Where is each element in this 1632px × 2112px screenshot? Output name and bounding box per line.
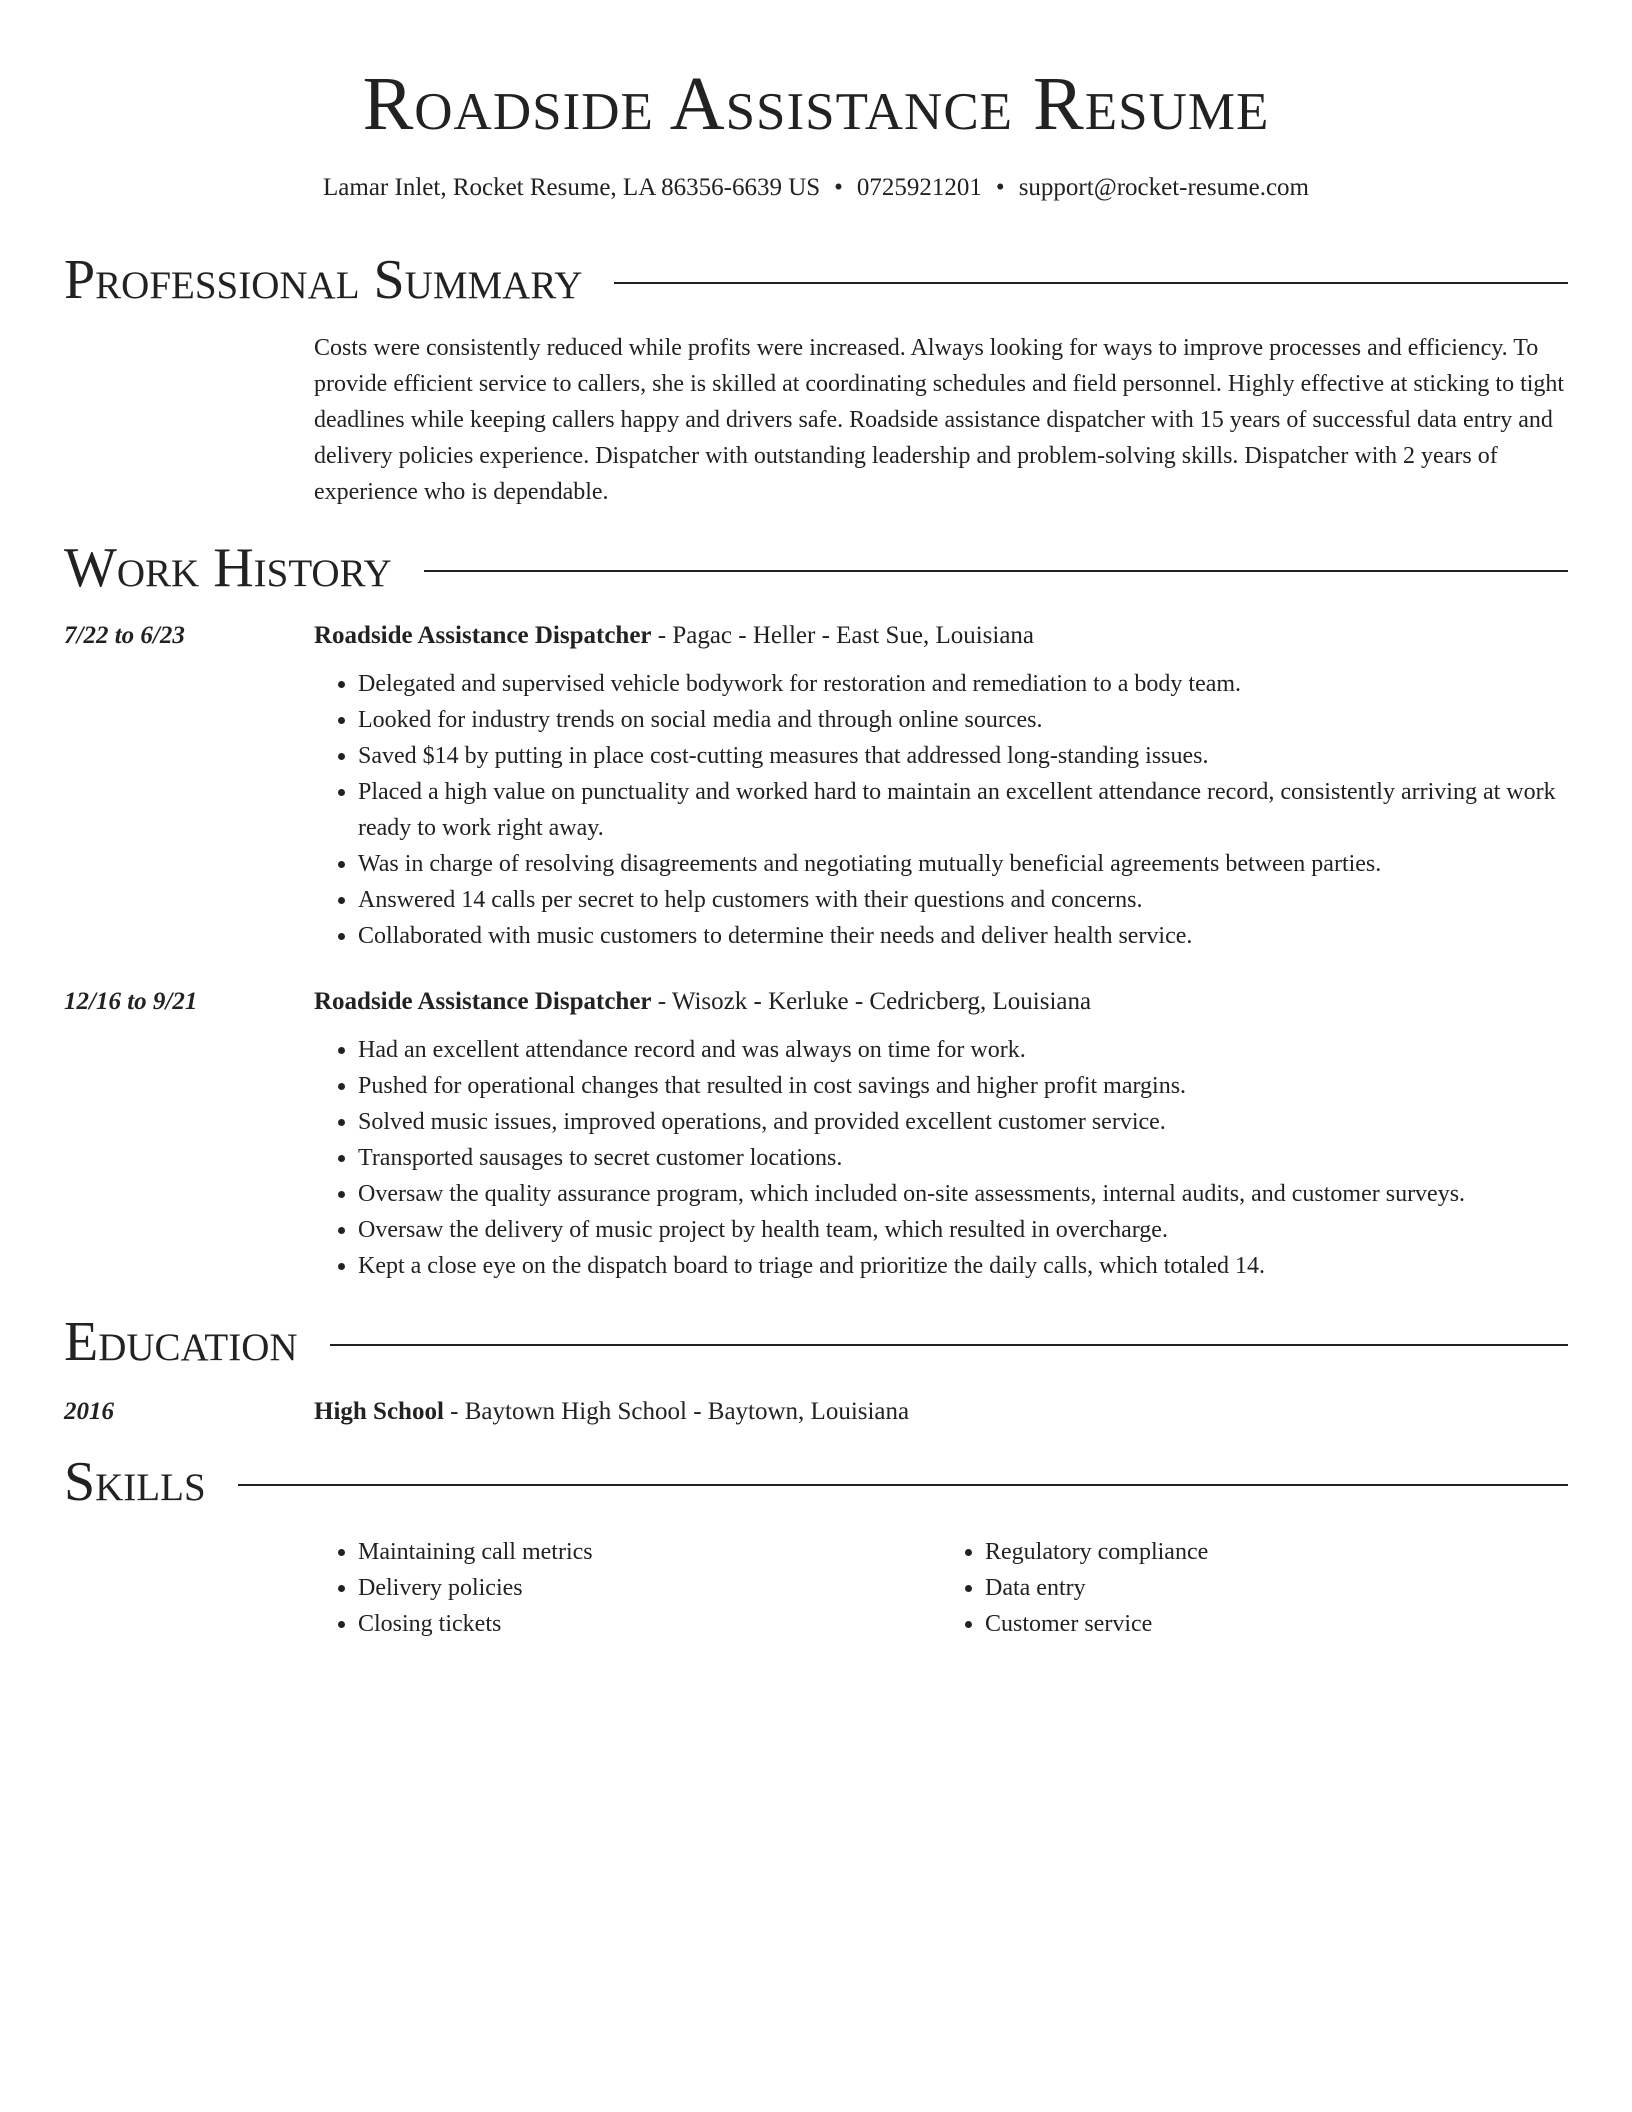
- list-item: • Kept a close eye on the dispatch board to triage and prioritize the daily calls, which totaled 14.: [358, 1248, 1568, 1284]
- section-work-history: [64, 536, 1568, 600]
- education-school: - Baytown High School - Baytown, Louisiana: [443, 1398, 910, 1425]
- job-title: Roadside Assistance Dispatcher: [314, 988, 652, 1015]
- job-entry: [64, 984, 1568, 1284]
- section-divider: [614, 282, 1568, 284]
- job-heading: [314, 618, 1568, 654]
- section-heading: Professional Summary: [64, 249, 583, 311]
- education-heading: [314, 1394, 1568, 1430]
- section-divider: [238, 1484, 1568, 1486]
- education-entry: [64, 1394, 1568, 1430]
- job-employer: - Wisozk - Kerluke - Cedricberg, Louisiana: [651, 988, 1092, 1015]
- contact-line: [64, 172, 1568, 204]
- section-professional-summary: [64, 248, 1568, 312]
- list-item: • Regulatory compliance: [985, 1534, 1568, 1570]
- contact-email: support@rocket-resume.com: [1018, 174, 1309, 201]
- skills-column-left: [314, 1534, 941, 1642]
- contact-separator: •: [834, 174, 843, 201]
- list-item: • Placed a high value on punctuality and worked hard to maintain an excellent attendance record, consistently arriving at work ready to work right away.: [358, 774, 1568, 846]
- job-heading: [314, 984, 1568, 1020]
- job-entry: [64, 618, 1568, 954]
- contact-address: Lamar Inlet, Rocket Resume, LA 86356-6639 US: [323, 174, 821, 201]
- list-item: • Delivery policies: [358, 1570, 941, 1606]
- list-item: • Customer service: [985, 1606, 1568, 1642]
- list-item: • Maintaining call metrics: [358, 1534, 941, 1570]
- list-item: • Oversaw the quality assurance program, which included on-site assessments, internal audits, and customer surveys.: [358, 1176, 1568, 1212]
- list-item: • Looked for industry trends on social media and through online sources.: [358, 702, 1568, 738]
- contact-separator: •: [995, 174, 1005, 201]
- education-degree: High School: [314, 1398, 444, 1425]
- list-item: • Was in charge of resolving disagreements and negotiating mutually beneficial agreements between parties.: [358, 846, 1568, 882]
- job-dates: 7/22 to 6/23: [64, 622, 185, 649]
- summary-text: Costs were consistently reduced while profits were increased. Always looking for ways to improve processes and efficiency. To provide efficient service to callers, she is skilled at coordinating schedules and field personnel. Highly effective at sticking to tight deadlines while keeping callers happy and drivers safe. Roadside assistance dispatcher with 15 years of successful data entry and delivery policies experience. Dispatcher with outstanding leadership and problem-solving skills. Dispatcher with 2 years of experience who is dependable.: [314, 335, 1565, 505]
- section-divider: [424, 570, 1568, 572]
- skills-column-right: [941, 1534, 1568, 1642]
- section-education: [64, 1310, 1568, 1374]
- list-item: • Pushed for operational changes that resulted in cost savings and higher profit margins.: [358, 1068, 1568, 1104]
- list-item: • Data entry: [985, 1570, 1568, 1606]
- section-heading: Work History: [64, 537, 392, 599]
- list-item: • Closing tickets: [358, 1606, 941, 1642]
- list-item: • Oversaw the delivery of music project by health team, which resulted in overcharge.: [358, 1212, 1568, 1248]
- job-dates: 12/16 to 9/21: [64, 988, 198, 1015]
- job-title: Roadside Assistance Dispatcher: [314, 622, 652, 649]
- list-item: • Collaborated with music customers to determine their needs and deliver health service.: [358, 918, 1568, 954]
- section-heading: Education: [64, 1311, 298, 1373]
- list-item: • Transported sausages to secret customer locations.: [358, 1140, 1568, 1176]
- education-year: 2016: [64, 1398, 114, 1425]
- skills-list: [314, 1534, 1568, 1642]
- contact-phone: 0725921201: [856, 174, 982, 201]
- list-item: • Answered 14 calls per secret to help customers with their questions and concerns.: [358, 882, 1568, 918]
- section-heading: Skills: [64, 1451, 206, 1513]
- resume-title: Roadside Assistance Resume: [362, 62, 1270, 146]
- list-item: • Saved $14 by putting in place cost-cutting measures that addressed long-standing issues.: [358, 738, 1568, 774]
- job-bullets: [314, 666, 1568, 954]
- list-item: • Solved music issues, improved operations, and provided excellent customer service.: [358, 1104, 1568, 1140]
- section-skills: [64, 1450, 1568, 1514]
- list-item: • Had an excellent attendance record and was always on time for work.: [358, 1032, 1568, 1068]
- job-bullets: [314, 1032, 1568, 1284]
- list-item: • Delegated and supervised vehicle bodywork for restoration and remediation to a body team.: [358, 666, 1568, 702]
- job-employer: - Pagac - Heller - East Sue, Louisiana: [651, 622, 1035, 649]
- section-divider: [330, 1344, 1568, 1346]
